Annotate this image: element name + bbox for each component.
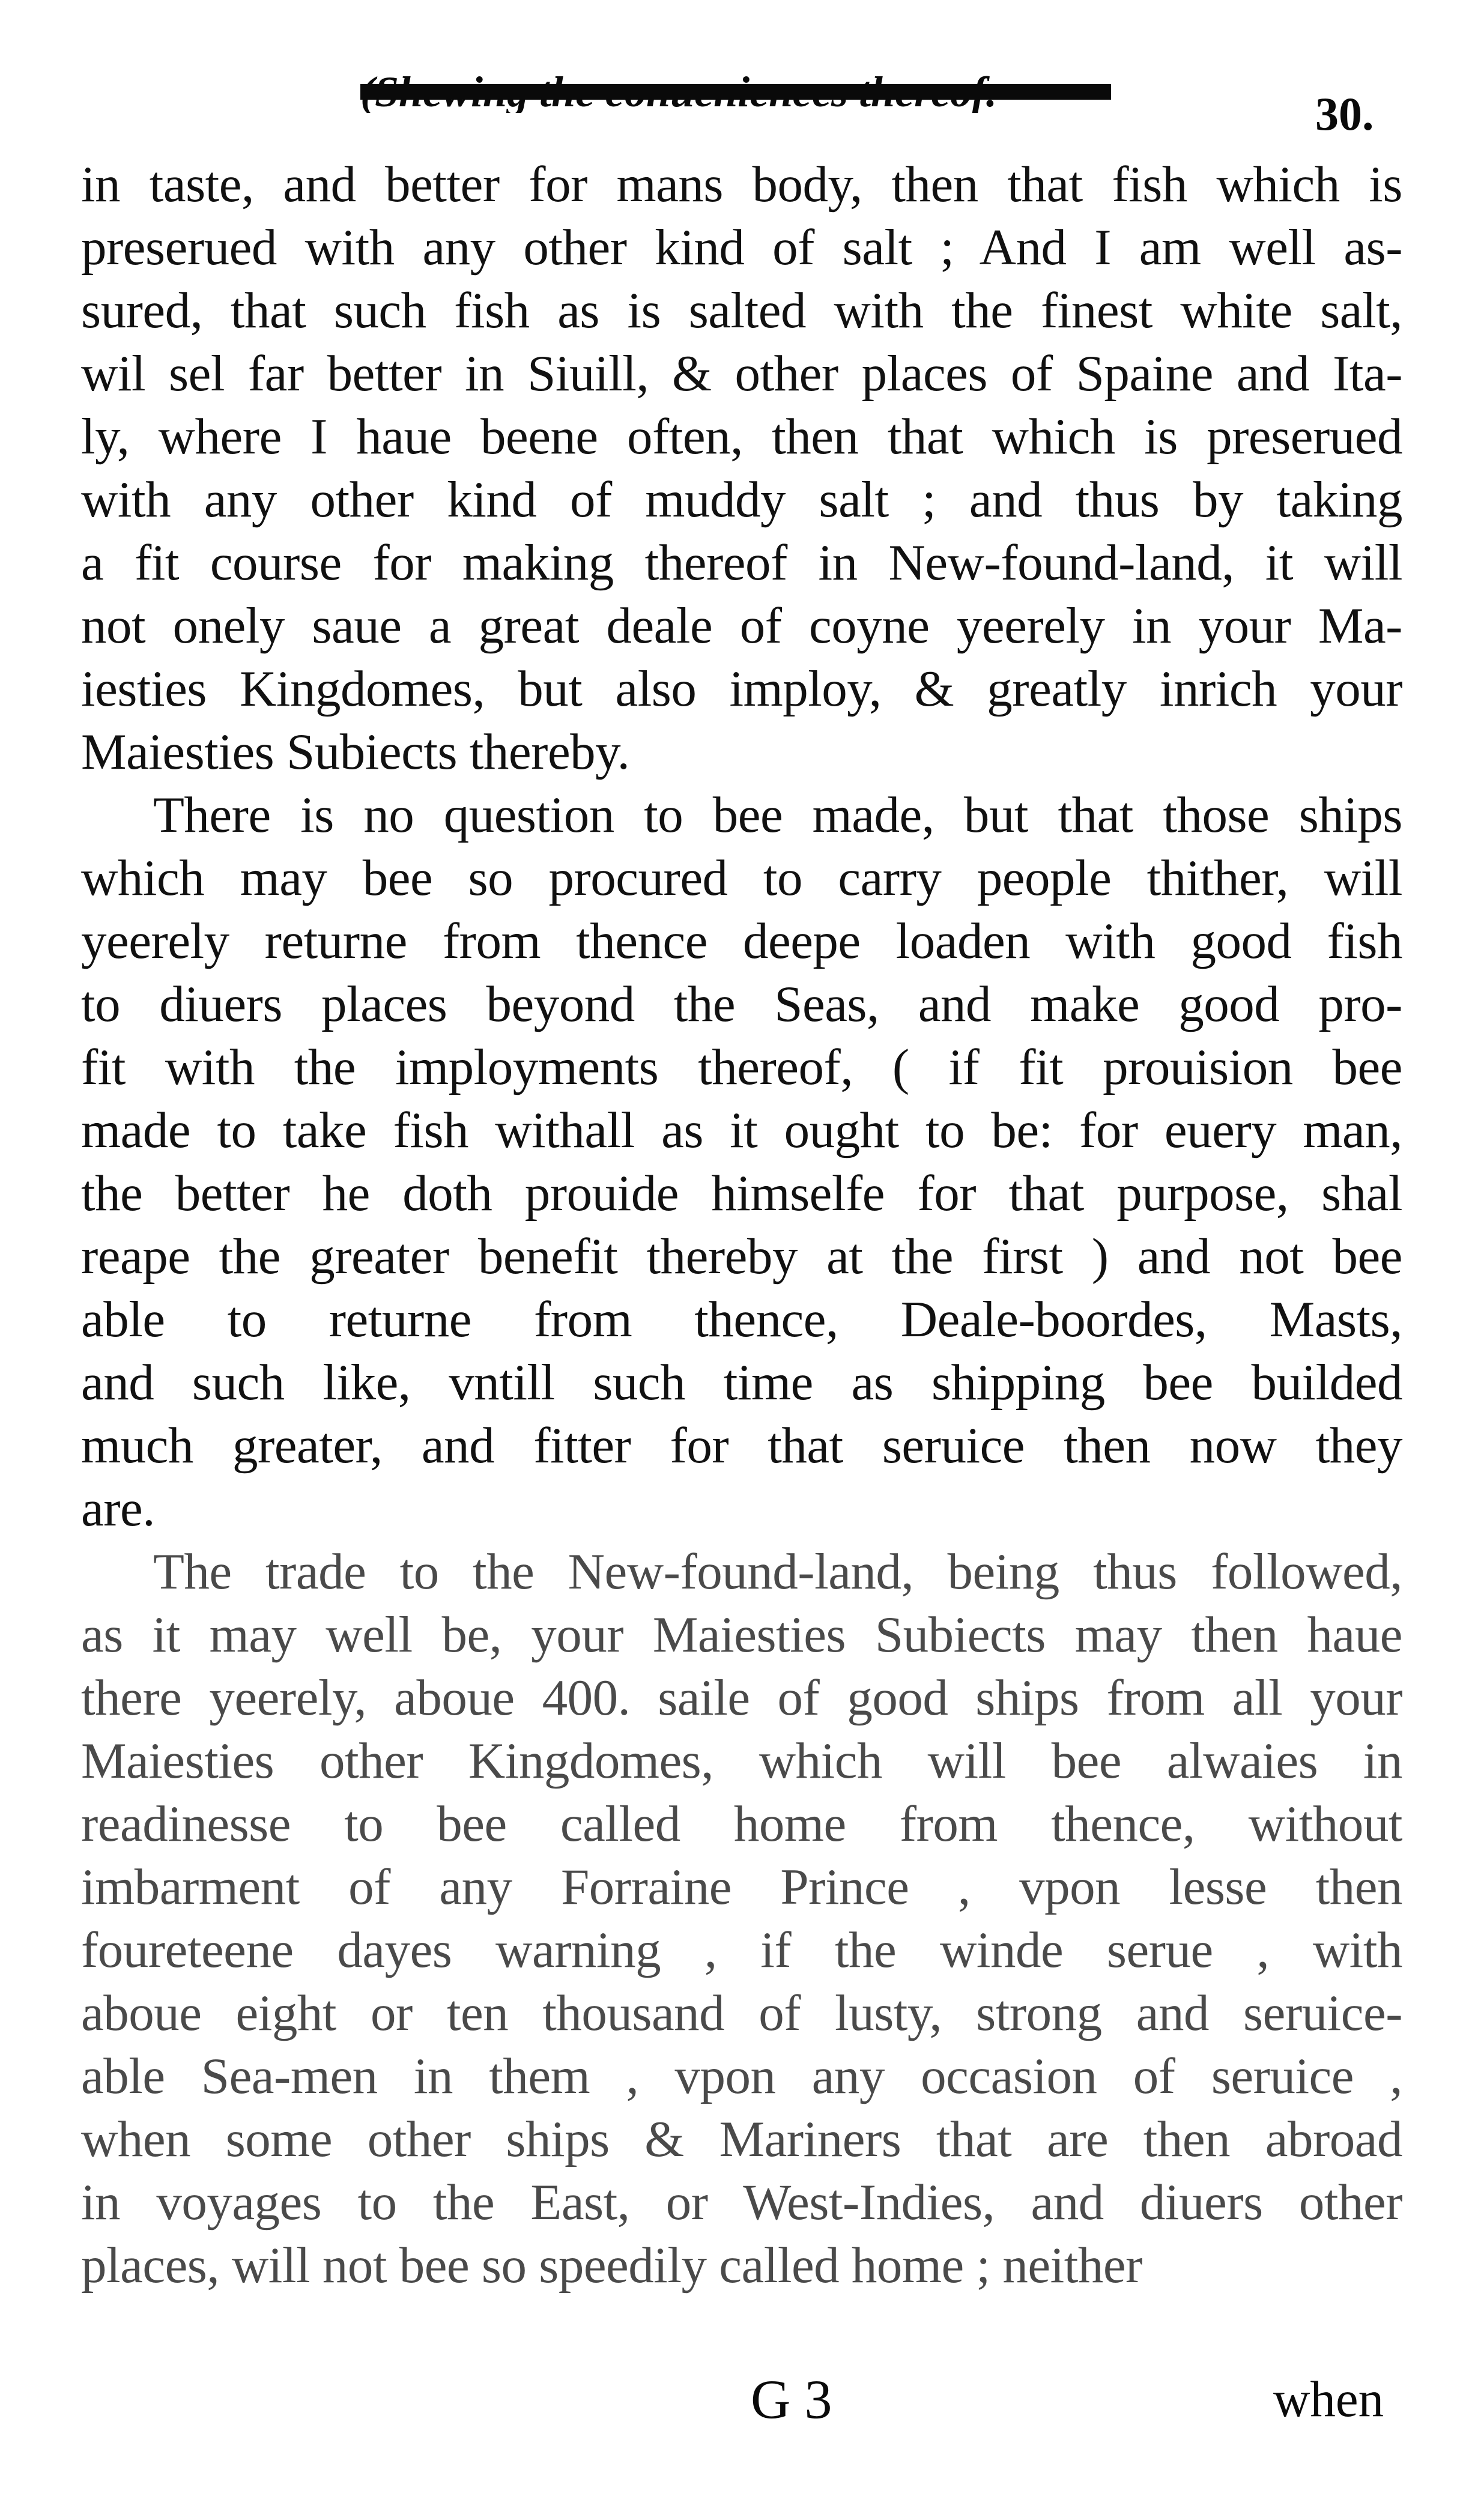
text-line: preserued with any other kind of salt ; And I am well as- bbox=[81, 219, 1402, 276]
paragraph-1 bbox=[81, 153, 1402, 784]
text-line: a fit course for making thereof in New-found-land, it will bbox=[81, 535, 1402, 591]
text-line: to diuers places beyond the Seas, and make good pro- bbox=[81, 976, 1402, 1032]
text-line: which may bee so procured to carry people thither, will bbox=[81, 850, 1402, 906]
text-line: fit with the imployments thereof, ( if fit prouision bee bbox=[81, 1039, 1402, 1095]
page-number: 30. bbox=[1315, 88, 1374, 140]
text-line: able to returne from thence, Deale-boordes, Masts, bbox=[81, 1291, 1402, 1348]
paragraph-2 bbox=[81, 784, 1402, 1540]
text-line: in voyages to the East, or West-Indies, and diuers other bbox=[81, 2174, 1402, 2231]
text-line: There is no question to bee made, but that those ships bbox=[153, 787, 1402, 843]
text-line: the better he doth prouide himselfe for that purpose, shal bbox=[81, 1165, 1402, 1222]
text-line: with any other kind of muddy salt ; and thus by taking bbox=[81, 471, 1402, 528]
text-line: places, will not bee so speedily called home ; neither bbox=[81, 2237, 1142, 2294]
text-line: sured, that such fish as is salted with the finest white salt, bbox=[81, 282, 1402, 339]
text-line: foureteene dayes warning , if the winde serue , with bbox=[81, 1922, 1402, 1978]
text-line: made to take fish withall as it ought to be: for euery man, bbox=[81, 1102, 1402, 1159]
catchword: when bbox=[1273, 2371, 1384, 2428]
text-line: imbarment of any Forraine Prince , vpon lesse then bbox=[81, 1859, 1402, 1915]
text-line: there yeerely, aboue 400. saile of good ships from all your bbox=[81, 1670, 1402, 1726]
text-line: in taste, and better for mans body, then that fish which is bbox=[81, 156, 1402, 213]
text-line: reape the greater benefit thereby at the first ) and not bee bbox=[81, 1228, 1402, 1285]
text-line: yeerely returne from thence deepe loaden with good fish bbox=[81, 913, 1402, 969]
running-head-blackout-bar bbox=[360, 84, 1111, 100]
text-line: Maiesties other Kingdomes, which will bee alwaies in bbox=[81, 1733, 1402, 1789]
body-text bbox=[81, 153, 1402, 2297]
text-line: iesties Kingdomes, but also imploy, & greatly inrich your bbox=[81, 661, 1402, 717]
signature-mark: G 3 bbox=[751, 2369, 832, 2430]
paragraph-3 bbox=[81, 1540, 1402, 2297]
text-line: wil sel far better in Siuill, & other places of Spaine and Ita- bbox=[81, 345, 1402, 402]
running-head bbox=[360, 71, 1111, 113]
text-line: when some other ships & Mariners that are then abroad bbox=[81, 2111, 1402, 2167]
text-line: aboue eight or ten thousand of lusty, strong and seruice- bbox=[81, 1985, 1402, 2041]
text-line: as it may well be, your Maiesties Subiects may then haue bbox=[81, 1607, 1402, 1663]
page-footer bbox=[0, 2366, 1472, 2432]
text-line: much greater, and fitter for that seruice then now they bbox=[81, 1417, 1402, 1474]
text-line: readinesse to bee called home from thence, without bbox=[81, 1796, 1402, 1852]
text-line: able Sea-men in them , vpon any occasion of seruice , bbox=[81, 2048, 1402, 2104]
text-line: not onely saue a great deale of coyne yeerely in your Ma- bbox=[81, 598, 1402, 654]
text-line: and such like, vntill such time as shipping bee builded bbox=[81, 1354, 1402, 1411]
text-line: are. bbox=[81, 1480, 156, 1537]
text-line: ly, where I haue beene often, then that which is preserued bbox=[81, 408, 1402, 465]
text-line: The trade to the New-found-land, being thus followed, bbox=[153, 1543, 1402, 1600]
text-line: Maiesties Subiects thereby. bbox=[81, 724, 630, 780]
